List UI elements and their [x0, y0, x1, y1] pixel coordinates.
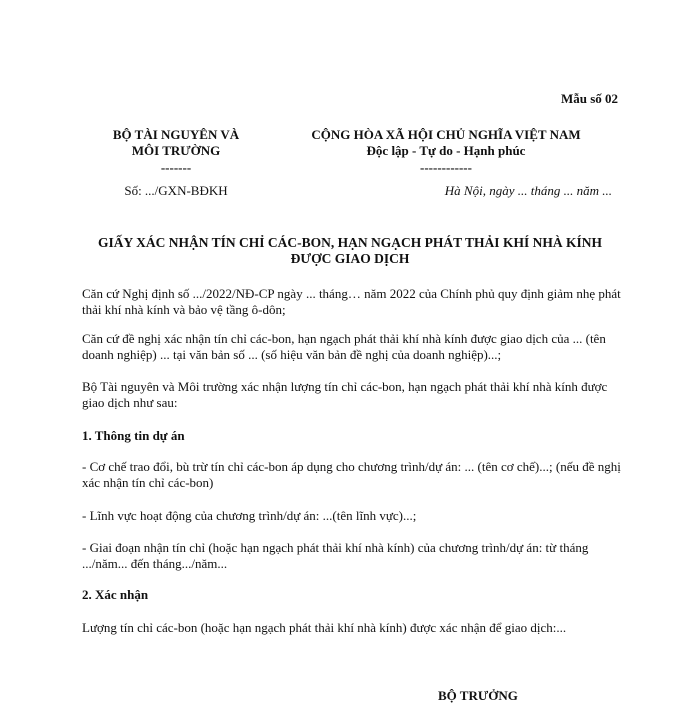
- ministry-name-line2: MÔI TRƯỜNG: [131, 143, 221, 158]
- title-line1: GIẤY XÁC NHẬN TÍN CHỈ CÁC-BON, HẠN NGẠCH PHÁT THẢI KHÍ NHÀ KÍNH: [98, 235, 602, 250]
- legal-basis-request: Căn cứ đề nghị xác nhận tín chỉ các-bon, hạn ngạch phát thải khí nhà kính được giao dịch của ... (tên doanh nghiệp) ... tại văn bản số ... (số hiệu văn bản đề nghị của doanh nghiệp)...;: [82, 331, 606, 362]
- title-line2: ĐƯỢC GIAO DỊCH: [290, 251, 410, 266]
- ministry-divider: -------: [160, 160, 192, 175]
- document-number: Số: .../GXN-BĐKH: [124, 183, 228, 198]
- national-motto: Độc lập - Tự do - Hạnh phúc: [366, 143, 526, 158]
- document-title: [60, 235, 640, 267]
- place-date: Hà Nội, ngày ... tháng ... năm ...: [444, 183, 612, 198]
- confirmation-intro: Bộ Tài nguyên và Môi trường xác nhận lượng tín chỉ các-bon, hạn ngạch phát thải khí nhà kính được giao dịch như sau:: [82, 379, 608, 410]
- legal-basis-decree: Căn cứ Nghị định số .../2022/NĐ-CP ngày ... tháng… năm 2022 của Chính phủ quy định giảm nhẹ phát thải khí nhà kính và bảo vệ tầng ô-dôn;: [82, 286, 621, 317]
- national-motto-block: [292, 127, 600, 175]
- motto-divider: ------------: [420, 160, 472, 175]
- signer-title: BỘ TRƯỞNG: [438, 688, 518, 703]
- ministry-name-line1: BỘ TÀI NGUYÊN VÀ: [112, 127, 240, 142]
- project-mechanism-item: - Cơ chế trao đổi, bù trừ tín chỉ các-bon áp dụng cho chương trình/dự án: ... (tên cơ chế)...; (nếu đề nghị xác nhận tín chỉ các-bon): [82, 459, 621, 490]
- section-project-info-heading: 1. Thông tin dự án: [82, 428, 185, 443]
- section-confirmation-heading: 2. Xác nhận: [82, 587, 149, 602]
- project-field-item: - Lĩnh vực hoạt động của chương trình/dự án: ...(tên lĩnh vực)...;: [82, 508, 417, 523]
- confirmed-amount-text: Lượng tín chỉ các-bon (hoặc hạn ngạch phát thải khí nhà kính) được xác nhận để giao dịch:...: [82, 620, 567, 635]
- project-period-item: - Giai đoạn nhận tín chỉ (hoặc hạn ngạch phát thải khí nhà kính) của chương trình/dự án: từ tháng .../năm... đến tháng.../năm...: [82, 540, 589, 571]
- ministry-block: [90, 127, 262, 175]
- country-name: CỘNG HÒA XÃ HỘI CHỦ NGHĨA VIỆT NAM: [311, 127, 581, 142]
- form-number: Mẫu số 02: [560, 91, 618, 106]
